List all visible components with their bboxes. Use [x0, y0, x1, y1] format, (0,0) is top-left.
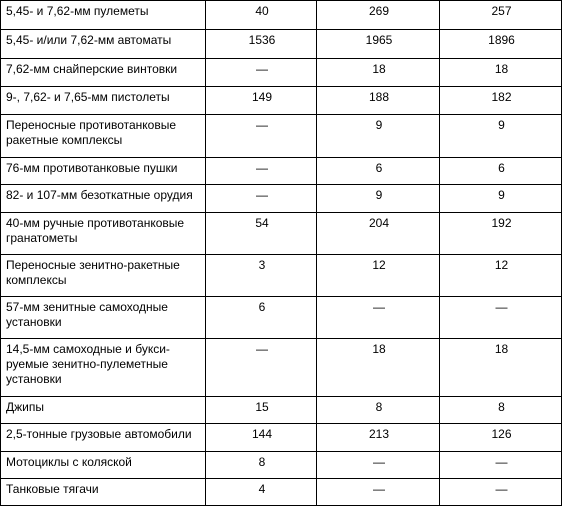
value-cell-1: 1536 [206, 30, 317, 59]
value-cell-1: 149 [206, 87, 317, 115]
table-row [1, 1, 562, 30]
value-cell-1: 15 [206, 397, 317, 424]
table-row [1, 87, 562, 115]
value-cell-2: 269 [317, 1, 440, 30]
row-name-cell: 40-мм ручные противотанковые гранатометы [1, 213, 206, 255]
table-row [1, 424, 562, 452]
value-cell-2: 18 [317, 339, 440, 397]
value-cell-3: — [440, 479, 562, 506]
row-name-cell: 57-мм зенитные самоходные установки [1, 297, 206, 339]
row-name-cell: Переносные зенитно-ракетные комплексы [1, 255, 206, 297]
value-cell-2: 1965 [317, 30, 440, 59]
value-cell-3: 8 [440, 397, 562, 424]
table-row [1, 452, 562, 479]
table-row [1, 397, 562, 424]
value-cell-1: — [206, 339, 317, 397]
value-cell-1: — [206, 115, 317, 158]
value-cell-1: 144 [206, 424, 317, 452]
value-cell-1: 54 [206, 213, 317, 255]
value-cell-3: 18 [440, 339, 562, 397]
value-cell-2: 204 [317, 213, 440, 255]
row-name-cell: Мотоциклы с коляской [1, 452, 206, 479]
value-cell-2: 6 [317, 158, 440, 185]
value-cell-3: 12 [440, 255, 562, 297]
table-row [1, 115, 562, 158]
value-cell-2: 213 [317, 424, 440, 452]
table-row [1, 297, 562, 339]
value-cell-2: — [317, 452, 440, 479]
value-cell-3: 9 [440, 115, 562, 158]
row-name-cell: 14,5-мм самоходные и букси-руемые зенитно-пулеметные установки [1, 339, 206, 397]
value-cell-1: — [206, 185, 317, 213]
table-row [1, 185, 562, 213]
value-cell-2: 12 [317, 255, 440, 297]
table-row [1, 213, 562, 255]
value-cell-1: 3 [206, 255, 317, 297]
table-row [1, 255, 562, 297]
value-cell-3: 9 [440, 185, 562, 213]
table-row [1, 479, 562, 506]
value-cell-3: 18 [440, 59, 562, 87]
value-cell-1: 4 [206, 479, 317, 506]
table-row [1, 339, 562, 397]
value-cell-2: — [317, 479, 440, 506]
row-name-cell: 82- и 107-мм безоткатные орудия [1, 185, 206, 213]
value-cell-3: 257 [440, 1, 562, 30]
value-cell-1: — [206, 158, 317, 185]
value-cell-1: 8 [206, 452, 317, 479]
value-cell-3: 182 [440, 87, 562, 115]
row-name-cell: 5,45- и 7,62-мм пулеметы [1, 1, 206, 30]
value-cell-2: — [317, 297, 440, 339]
value-cell-2: 188 [317, 87, 440, 115]
row-name-cell: Танковые тягачи [1, 479, 206, 506]
table-row [1, 158, 562, 185]
value-cell-3: — [440, 297, 562, 339]
value-cell-2: 18 [317, 59, 440, 87]
value-cell-1: 6 [206, 297, 317, 339]
value-cell-2: 8 [317, 397, 440, 424]
value-cell-1: — [206, 59, 317, 87]
row-name-cell: Переносные противотанковые ракетные комплексы [1, 115, 206, 158]
value-cell-2: 9 [317, 115, 440, 158]
value-cell-3: 1896 [440, 30, 562, 59]
value-cell-3: 126 [440, 424, 562, 452]
row-name-cell: 9-, 7,62- и 7,65-мм пистолеты [1, 87, 206, 115]
row-name-cell: 2,5-тонные грузовые автомобили [1, 424, 206, 452]
row-name-cell: 76-мм противотанковые пушки [1, 158, 206, 185]
table-row [1, 59, 562, 87]
row-name-cell: 5,45- и/или 7,62-мм автоматы [1, 30, 206, 59]
row-name-cell: 7,62-мм снайперские винтовки [1, 59, 206, 87]
row-name-cell: Джипы [1, 397, 206, 424]
value-cell-2: 9 [317, 185, 440, 213]
value-cell-3: — [440, 452, 562, 479]
value-cell-3: 192 [440, 213, 562, 255]
value-cell-3: 6 [440, 158, 562, 185]
table-row [1, 30, 562, 59]
value-cell-1: 40 [206, 1, 317, 30]
